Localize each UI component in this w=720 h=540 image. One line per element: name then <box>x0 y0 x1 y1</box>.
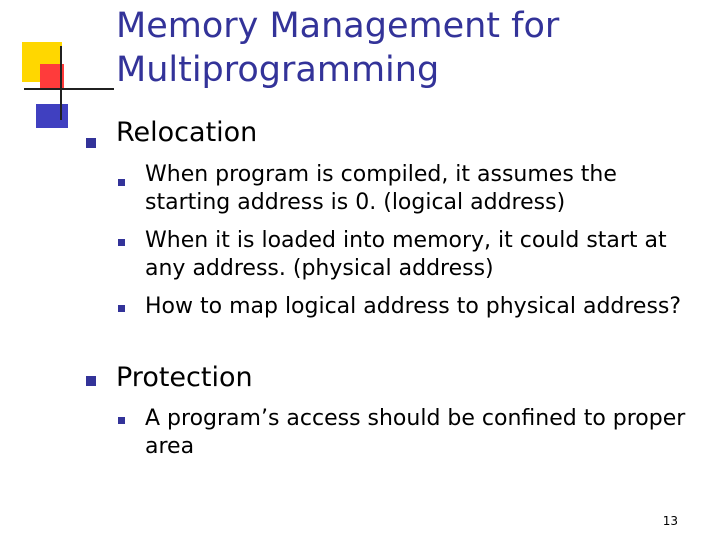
slide-title-line2: Multiprogramming <box>116 50 440 90</box>
sub-bullet-square-icon <box>118 305 125 312</box>
bullet-relocation: Relocation <box>116 117 258 148</box>
sub-bullet-square-icon <box>118 417 125 424</box>
slide-title <box>116 4 696 92</box>
slide-title-line1: Memory Management for <box>116 6 560 46</box>
decor-horizontal-line <box>24 88 114 90</box>
sub-bullet-compile: When program is compiled, it assumes the starting address is 0. (logical address) <box>145 162 617 215</box>
sub-bullet-access: A program’s access should be confined to proper area <box>145 406 686 459</box>
decor-vertical-line <box>60 46 62 120</box>
sub-bullet-square-icon <box>118 179 125 186</box>
bullet-protection: Protection <box>116 362 253 393</box>
bullet-square-icon <box>86 138 96 148</box>
decor-blue-square <box>36 104 68 128</box>
sub-bullet-square-icon <box>118 239 125 246</box>
sub-bullet-load: When it is loaded into memory, it could start at any address. (physical address) <box>145 228 667 281</box>
page-number: 13 <box>662 514 678 528</box>
sub-bullet-map: How to map logical address to physical address? <box>145 294 682 319</box>
bullet-square-icon <box>86 376 96 386</box>
